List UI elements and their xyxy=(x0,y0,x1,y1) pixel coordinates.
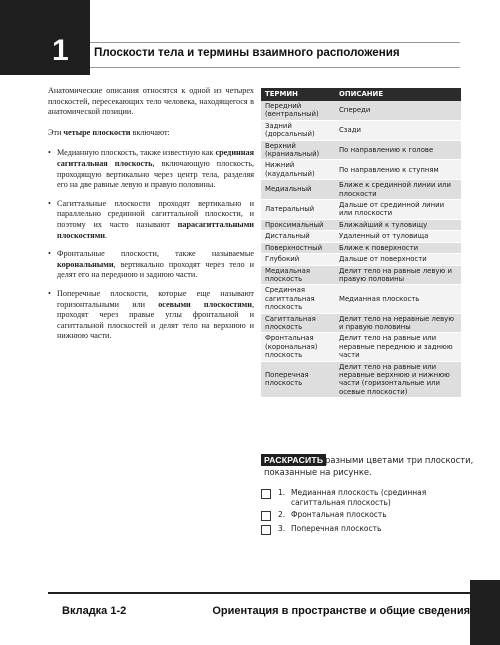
description-cell: Дальше от поверхности xyxy=(335,254,461,265)
term-cell: Медиальный xyxy=(261,180,335,200)
page-title: Плоскости тела и термины взаимного расположения xyxy=(94,46,400,59)
footer-plate-label: Вкладка 1-2 xyxy=(62,605,127,617)
table-header-row xyxy=(261,88,461,101)
list-item: • Сагиттальные плоскости проходят вертикально и параллельно срединной сагиттальной плоскости, и поэтому их часто называют парасагиттальными плоскостями. xyxy=(48,198,254,240)
table-row xyxy=(261,120,461,140)
description-cell: По направлению к голове xyxy=(335,140,461,160)
term-cell: Проксимальный xyxy=(261,219,335,230)
description-cell: Спереди xyxy=(335,101,461,120)
description-cell: По направлению к ступням xyxy=(335,160,461,180)
table-row xyxy=(261,265,461,285)
term-cell: Поверхностный xyxy=(261,242,335,253)
checkbox-median[interactable] xyxy=(261,489,271,499)
term-cell: Верхний (краниальный) xyxy=(261,140,335,160)
term-cell: Сагиттальная плоскость xyxy=(261,313,335,333)
bullet-icon: • xyxy=(48,249,51,259)
chapter-block xyxy=(0,0,90,75)
list-item: • Фронтальные плоскости, также называемые корональными, вертикально проходят через тело и делят его на переднюю и заднюю части. xyxy=(48,249,254,280)
term-cell: Медиальная плоскость xyxy=(261,265,335,285)
term-cell: Нижний (каудальный) xyxy=(261,160,335,180)
description-cell: Делит тело на неравные левую и правую половины xyxy=(335,313,461,333)
color-task-text: разными цветами три плоскости, xyxy=(325,455,474,465)
bullet-icon: • xyxy=(48,148,51,158)
table-row xyxy=(261,333,461,361)
intro-column xyxy=(48,86,254,350)
check-label: Медианная плоскость (срединная сагиттальная плоскость) xyxy=(291,488,427,507)
table-row xyxy=(261,160,461,180)
table-row xyxy=(261,242,461,253)
description-cell: Ближайший к туловищу xyxy=(335,219,461,230)
terms-table xyxy=(261,88,461,398)
term-cell: Срединная сагиттальная плоскость xyxy=(261,285,335,313)
intro-paragraph: Анатомические описания относятся к одной из четырех плоскостей, пересекающих тело человека, находящегося в анатомической позиции. xyxy=(48,86,254,117)
color-task-label: РАСКРАСИТЬ xyxy=(261,454,326,466)
check-label: Фронтальная плоскость xyxy=(291,510,387,519)
plane-list xyxy=(48,148,254,342)
term-cell: Латеральный xyxy=(261,200,335,220)
color-checklist xyxy=(261,488,476,538)
bullet-icon: • xyxy=(48,198,51,208)
checkbox-transverse[interactable] xyxy=(261,525,271,535)
term-cell: Дистальный xyxy=(261,231,335,242)
intro-lead: Эти четыре плоскости включают: xyxy=(48,127,170,137)
term-cell: Задний (дорсальный) xyxy=(261,120,335,140)
description-cell: Дальше от срединной линии или плоскости xyxy=(335,200,461,220)
description-cell: Делит тело на равные левую и правую половины xyxy=(335,265,461,285)
footer-section-title: Ориентация в пространстве и общие сведения xyxy=(212,605,470,617)
list-item: • Поперечные плоскости, которые еще называют горизонтальными или осевыми плоскостями, проходят через правые углы фронтальной и сагиттальной плоскостей и делят тело на верхнюю и нижнюю части. xyxy=(48,288,254,341)
description-cell: Удаленный от туловища xyxy=(335,231,461,242)
footer-block xyxy=(470,580,500,645)
footer-rule xyxy=(48,592,470,594)
table-row xyxy=(261,313,461,333)
table-row xyxy=(261,285,461,313)
table-row xyxy=(261,219,461,230)
term-cell: Передний (вентральный) xyxy=(261,101,335,120)
list-item: 2. Фронтальная плоскость xyxy=(261,510,476,524)
term-cell: Фронтальная (корональная) плоскость xyxy=(261,333,335,361)
check-label: Поперечная плоскость xyxy=(291,524,382,533)
table-row xyxy=(261,140,461,160)
list-item: 1. Медианная плоскость (срединная сагиттальная плоскость) xyxy=(261,488,476,510)
description-cell: Ближе к поверхности xyxy=(335,242,461,253)
term-cell: Глубокий xyxy=(261,254,335,265)
bullet-icon: • xyxy=(48,288,51,298)
table-row xyxy=(261,180,461,200)
description-cell: Медианная плоскость xyxy=(335,285,461,313)
description-cell: Сзади xyxy=(335,120,461,140)
color-task-text-cont: показанные на рисунке. xyxy=(264,467,372,477)
table-row xyxy=(261,200,461,220)
chapter-number: 1 xyxy=(52,34,69,67)
list-item: • Медианную плоскость, также известную как срединная сагиттальная плоскость, включающую плоскость, проходящую вертикально через центр тела, разделяя его на две равные левую и правую половины. xyxy=(48,148,255,190)
term-cell: Поперечная плоскость xyxy=(261,361,335,398)
checkbox-frontal[interactable] xyxy=(261,511,271,521)
table-row xyxy=(261,361,461,398)
table-row xyxy=(261,231,461,242)
list-item: 3. Поперечная плоскость xyxy=(261,524,476,538)
header-description: ОПИСАНИЕ xyxy=(335,88,461,101)
header-term: ТЕРМИН xyxy=(261,88,335,101)
description-cell: Делит тело на равные или неравные верхнюю и нижнюю части (горизонтальные или осевые плоскости) xyxy=(335,361,461,398)
description-cell: Ближе к срединной линии или плоскости xyxy=(335,180,461,200)
table-row xyxy=(261,254,461,265)
description-cell: Делит тело на равные или неравные переднюю и заднюю части xyxy=(335,333,461,361)
table-row xyxy=(261,101,461,120)
